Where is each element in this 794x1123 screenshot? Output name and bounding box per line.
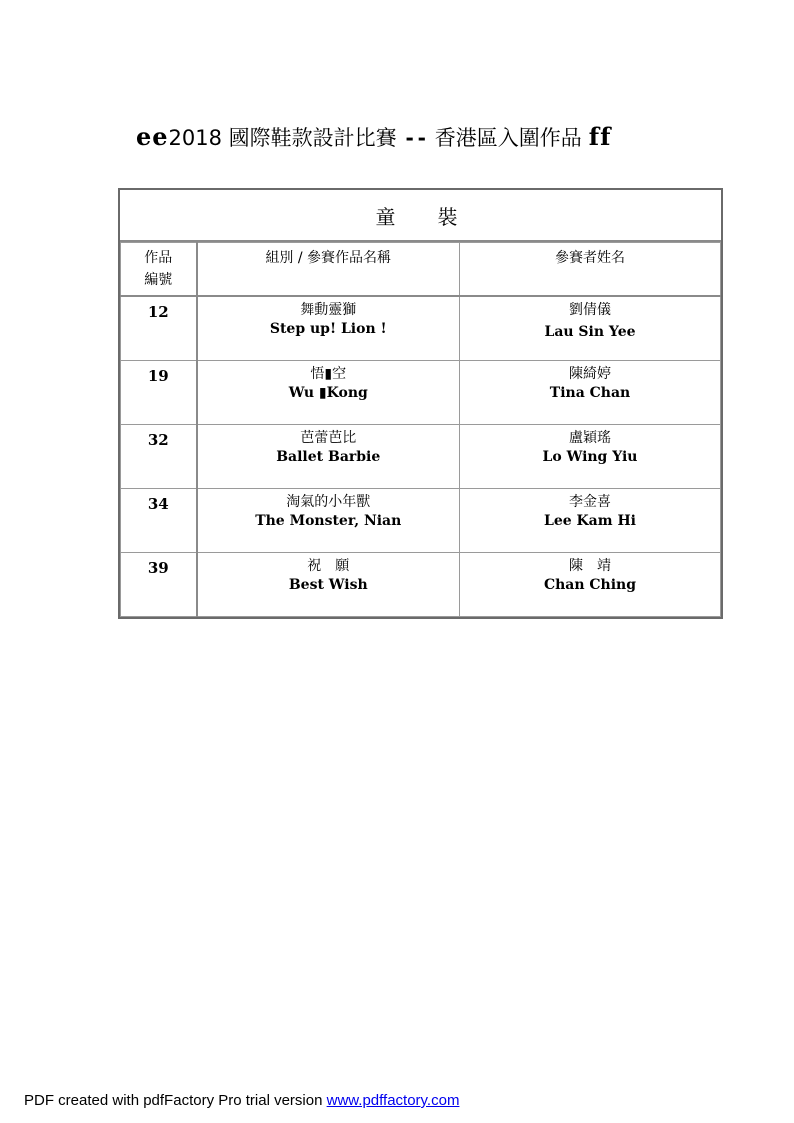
entry-title-en: Best Wish [288, 577, 368, 593]
entry-title-en: Step up! Lion ! [269, 321, 387, 337]
entry-title-zh: 悟▮空 [310, 366, 347, 382]
table-row [121, 489, 721, 553]
header-row [121, 243, 721, 297]
entry-number: 34 [121, 489, 197, 553]
pdf-footer [24, 1092, 459, 1109]
column-header-entry: 組別 / 參賽作品名稱 [197, 243, 460, 297]
table-row [121, 425, 721, 489]
section-char-2: 裝 [437, 204, 466, 229]
entry-title-zh: 芭蕾芭比 [300, 430, 357, 446]
title-region: 香港區入圍作品 [434, 126, 582, 150]
entry-title-cell [197, 296, 460, 361]
entry-title-en: Ballet Barbie [276, 449, 381, 465]
entrant-name-en: Chan Ching [543, 577, 637, 593]
entrant-name-en: Tina Chan [549, 385, 631, 401]
column-header-entrant: 參賽者姓名 [460, 243, 721, 297]
entrant-cell [460, 489, 721, 553]
title-prefix: ee [136, 122, 169, 151]
entry-title-cell [197, 553, 460, 617]
entrant-cell [460, 425, 721, 489]
column-header-number: 作品編號 [121, 243, 197, 297]
entries-grid [120, 242, 721, 617]
table-row [121, 553, 721, 617]
entry-title-zh: 淘氣的小年獸 [286, 494, 371, 510]
entry-title-en: Wu ▮Kong [288, 385, 368, 401]
entrant-name-en: Lo Wing Yiu [542, 449, 638, 465]
title-suffix: ff [588, 122, 612, 151]
footer-link[interactable]: www.pdffactory.com [326, 1092, 460, 1109]
entry-number: 19 [121, 361, 197, 425]
entrant-name-zh: 陳綺婷 [569, 366, 611, 382]
table-row [121, 296, 721, 361]
footer-text: PDF created with pdfFactory Pro trial version [24, 1092, 327, 1109]
entrant-cell [460, 361, 721, 425]
entrant-name-en: Lee Kam Hi [543, 513, 636, 529]
entry-number: 39 [121, 553, 197, 617]
table-row [121, 361, 721, 425]
entry-title-cell [197, 361, 460, 425]
entrant-cell [460, 296, 721, 361]
entry-number: 32 [121, 425, 197, 489]
entry-title-cell [197, 489, 460, 553]
document-title [136, 120, 726, 154]
entrant-name-zh: 陳 靖 [569, 558, 611, 574]
entry-title-cell [197, 425, 460, 489]
section-char-1: 童 [375, 204, 404, 229]
entry-title-zh: 舞動靈獅 [300, 302, 357, 318]
entrant-name-zh: 李金喜 [569, 494, 611, 510]
entrant-name-en: Lau Sin Yee [544, 324, 636, 340]
title-main: 2018 國際鞋款設計比賽 [168, 126, 397, 150]
entry-title-zh: 祝 願 [307, 558, 350, 574]
entry-number: 12 [121, 296, 197, 361]
entry-title-en: The Monster, Nian [255, 513, 402, 529]
section-heading [120, 190, 721, 242]
entrant-name-zh: 盧穎瑤 [569, 430, 611, 446]
title-separator: -- [403, 126, 428, 150]
entrant-cell [460, 553, 721, 617]
entries-table [118, 188, 723, 619]
entrant-name-zh: 劉倩儀 [569, 302, 611, 318]
